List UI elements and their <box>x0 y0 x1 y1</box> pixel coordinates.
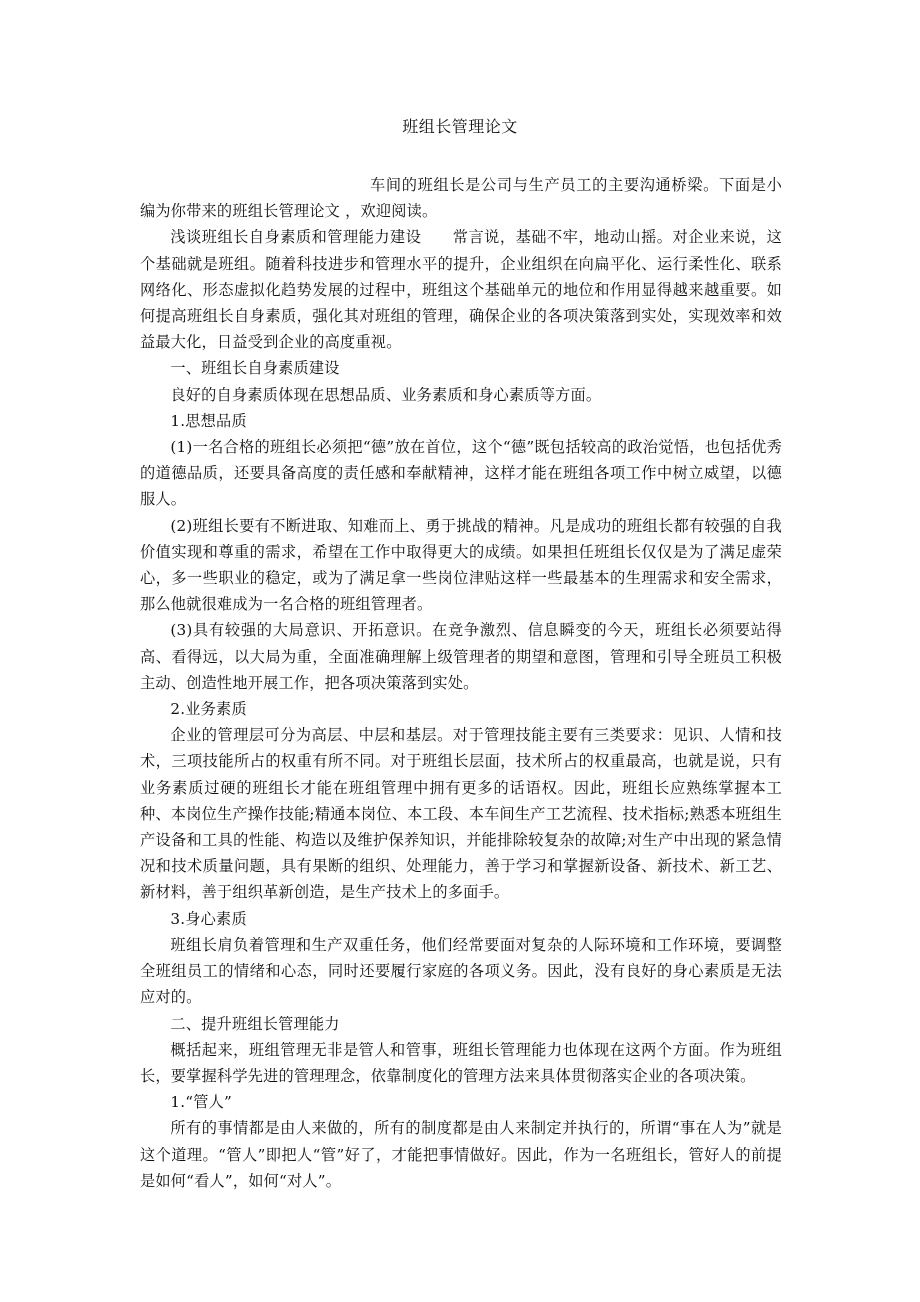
body-paragraph: 班组长肩负着管理和生产双重任务，他们经常要面对复杂的人际环境和工作环境，要调整全班组员工的情绪和心态，同时还要履行家庭的各项义务。因此，没有良好的身心素质是无法应对的。 <box>140 935 782 1007</box>
body-paragraph: 良好的自身素质体现在思想品质、业务素质和身心素质等方面。 <box>170 385 602 404</box>
intro-paragraph: 车间的班组长是公司与生产员工的主要沟通桥梁。下面是小编为你带来的班组长管理论文 ，欢迎阅读。 <box>140 176 782 221</box>
subsection-heading: 2.业务素质 <box>170 700 247 719</box>
body-paragraph: 浅谈班组长自身素质和管理能力建设 常言说，基础不牢，地动山摇。对企业来说，这个基础就是班组。随着科技进步和管理水平的提升，企业组织在向扁平化、运行柔性化、联系网络化、形态虚拟化趋势发展的过程中，班组这个基础单元的地位和作用显得越来越重要。如何提高班组长自身素质，强化其对班组的管理，确保企业的各项决策落到实处，实现效率和效益最大化，日益受到企业的高度重视。 <box>140 228 782 352</box>
document-body <box>140 172 782 1194</box>
subsection-heading: 1.思想品质 <box>170 411 247 430</box>
document-title: 班组长管理论文 <box>402 117 518 136</box>
subsection-heading: 1.“管人” <box>170 1093 232 1112</box>
subsection-heading: 3.身心素质 <box>170 909 247 928</box>
body-paragraph: (1)一名合格的班组长必须把“德”放在首位，这个“德”既包括较高的政治觉悟，也包括优秀的道德品质，还要具备高度的责任感和奉献精神，这样才能在班组各项工作中树立威望，以德服人。 <box>140 438 782 509</box>
body-paragraph: 概括起来，班组管理无非是管人和管事，班组长管理能力也体现在这两个方面。作为班组长，要掌握科学先进的管理理念，依靠制度化的管理方法来具体贯彻落实企业的各项决策。 <box>140 1040 782 1085</box>
body-paragraph: (2)班组长要有不断进取、知难而上、勇于挑战的精神。凡是成功的班组长都有较强的自我价值实现和尊重的需求，希望在工作中取得更大的成绩。如果担任班组长仅仅是为了满足虚荣心，多一些职业的稳定，或为了满足拿一些岗位津贴这样一些最基本的生理需求和安全需求，那么他就很难成为一名合格的班组管理者。 <box>140 516 782 614</box>
body-paragraph: 所有的事情都是由人来做的，所有的制度都是由人来制定并执行的，所谓“事在人为”就是这个道理。“管人”即把人“管”好了，才能把事情做好。因此，作为一名班组长，管好人的前提是如何“看人”，如何“对人”。 <box>140 1119 782 1190</box>
section-heading: 一、班组长自身素质建设 <box>170 359 340 378</box>
body-paragraph: 企业的管理层可分为高层、中层和基层。对于管理技能主要有三类要求：见识、人情和技术，三项技能所占的权重有所不同。对于班组长层面，技术所占的权重最高，也就是说，只有业务素质过硬的班组长才能在班组管理中拥有更多的话语权。因此，班组长应熟练掌握本工种、本岗位生产操作技能;精通本岗位、本工段、本车间生产工艺流程、技术指标;熟悉本班组生产设备和工具的性能、构造以及维护保养知识，并能排除较复杂的故障;对生产中出现的紧急情况和技术质量问题，具有果断的组织、处理能力，善于学习和掌握新设备、新技术、新工艺、新材料，善于组织革新创造，是生产技术上的多面手。 <box>140 726 782 902</box>
body-paragraph: (3)具有较强的大局意识、开拓意识。在竞争激烈、信息瞬变的今天，班组长必须要站得高、看得远，以大局为重，全面准确理解上级管理者的期望和意图，管理和引导全班员工积极主动、创造性地开展工作，把各项决策落到实处。 <box>140 621 782 692</box>
section-heading: 二、提升班组长管理能力 <box>170 1014 340 1033</box>
